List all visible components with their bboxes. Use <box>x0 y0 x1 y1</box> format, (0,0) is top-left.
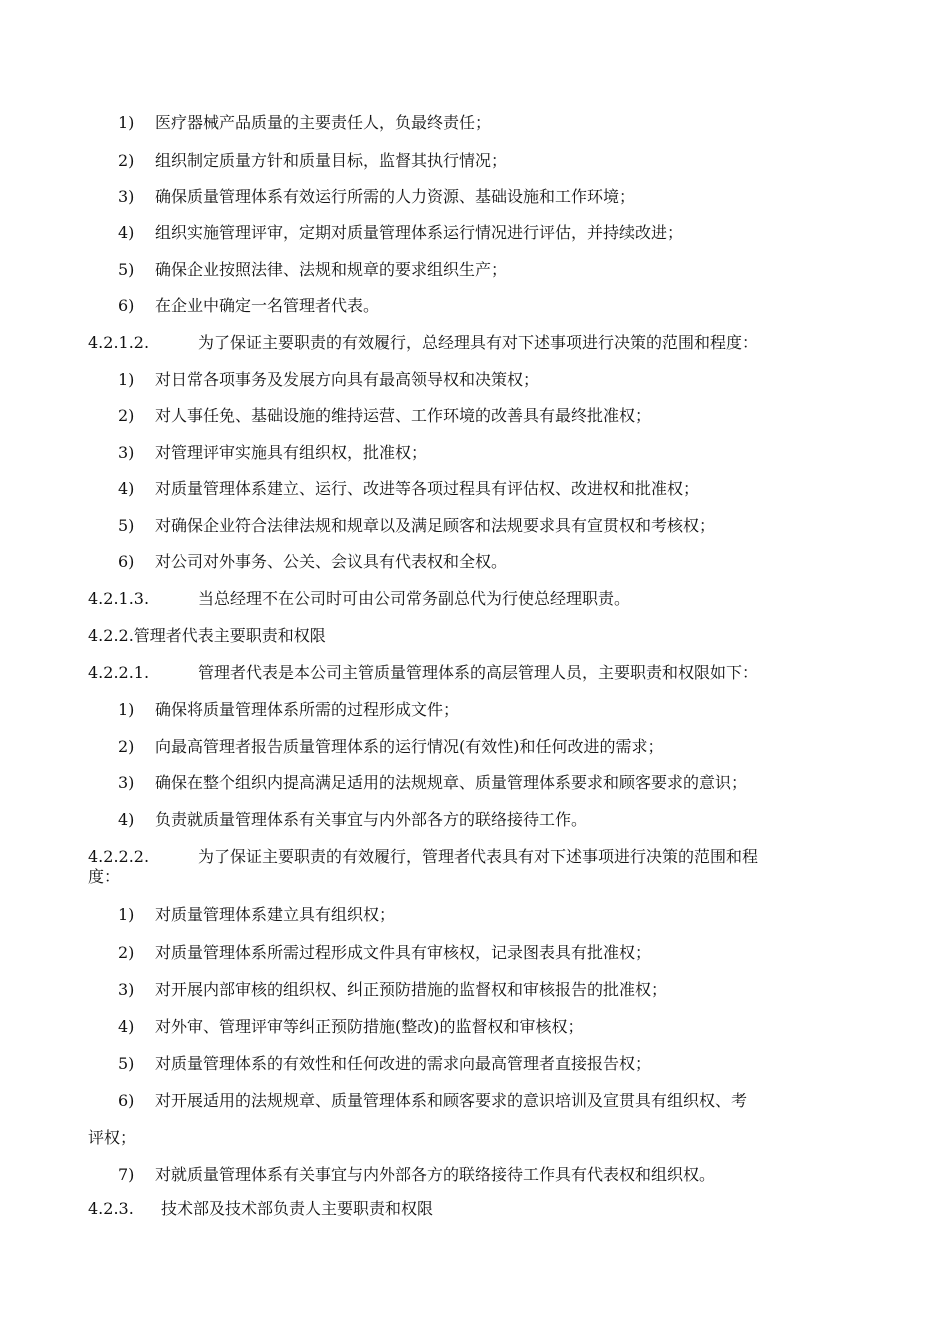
item-number: 6) <box>118 552 135 571</box>
item-number: 4) <box>118 479 135 498</box>
item-text: 对质量管理体系所需过程形成文件具有审核权，记录图表具有批准权； <box>155 943 652 962</box>
list-item <box>118 700 459 720</box>
item-number: 1) <box>118 113 135 132</box>
item-text: 在企业中确定一名管理者代表。 <box>155 296 380 315</box>
section-paragraph <box>88 847 758 867</box>
item-text: 对开展内部审核的组织权、纠正预防措施的监督权和审核报告的批准权； <box>155 980 668 999</box>
section-heading: 4.2.2.管理者代表主要职责和权限 <box>88 626 326 645</box>
section-paragraph <box>88 589 630 609</box>
section-text-continued: 度： <box>88 867 121 886</box>
item-number: 6) <box>118 296 135 315</box>
section-number: 4.2.2.1. <box>88 663 150 682</box>
item-number: 5) <box>118 1054 135 1073</box>
item-number: 1) <box>118 370 135 389</box>
item-text: 医疗器械产品质量的主要责任人，负最终责任； <box>155 113 492 132</box>
list-item <box>118 1165 715 1185</box>
section-text: 为了保证主要职责的有效履行，管理者代表具有对下述事项进行决策的范围和程 <box>198 847 759 866</box>
section-paragraph <box>88 1199 433 1219</box>
item-number: 1) <box>118 905 135 924</box>
section-text: 为了保证主要职责的有效履行，总经理具有对下述事项进行决策的范围和程度： <box>198 333 759 352</box>
item-text: 确保将质量管理体系所需的过程形成文件； <box>155 700 460 719</box>
section-number: 4.2.1.2. <box>88 333 150 352</box>
item-text: 对日常各项事务及发展方向具有最高领导权和决策权； <box>155 370 540 389</box>
section-text: 技术部及技术部负责人主要职责和权限 <box>161 1199 434 1218</box>
list-item <box>118 1091 747 1111</box>
list-item <box>118 296 379 316</box>
list-item <box>118 151 507 171</box>
section-text: 管理者代表是本公司主管质量管理体系的高层管理人员，主要职责和权限如下： <box>198 663 759 682</box>
item-text-continued: 评权； <box>88 1128 137 1147</box>
item-number: 4) <box>118 1017 135 1036</box>
list-item <box>118 552 507 572</box>
list-item <box>118 370 539 390</box>
list-item <box>118 943 651 963</box>
item-text: 确保质量管理体系有效运行所需的人力资源、基础设施和工作环境； <box>155 187 636 206</box>
list-item <box>118 1054 651 1074</box>
list-item <box>118 905 395 925</box>
item-number: 3) <box>118 443 135 462</box>
item-text: 组织制定质量方针和质量目标，监督其执行情况； <box>155 151 508 170</box>
item-number: 2) <box>118 943 135 962</box>
list-item <box>118 406 651 426</box>
list-item <box>118 737 664 757</box>
list-item <box>118 773 747 793</box>
item-text: 确保企业按照法律、法规和规章的要求组织生产； <box>155 260 508 279</box>
list-item <box>118 187 635 207</box>
item-number: 5) <box>118 516 135 535</box>
item-text: 负责就质量管理体系有关事宜与内外部各方的联络接待工作。 <box>155 810 588 829</box>
list-item <box>118 1017 584 1037</box>
item-number: 3) <box>118 980 135 999</box>
section-number: 4.2.2.2. <box>88 847 150 866</box>
item-text: 对质量管理体系的有效性和任何改进的需求向最高管理者直接报告权； <box>155 1054 652 1073</box>
list-item <box>118 980 667 1000</box>
section-number: 4.2.3. <box>88 1199 134 1218</box>
list-item <box>118 443 427 463</box>
item-text: 对外审、管理评审等纠正预防措施(整改)的监督权和审核权； <box>155 1017 584 1036</box>
item-number: 2) <box>118 406 135 425</box>
item-text: 对就质量管理体系有关事宜与内外部各方的联络接待工作具有代表权和组织权。 <box>155 1165 716 1184</box>
list-item <box>118 113 491 133</box>
item-number: 2) <box>118 737 135 756</box>
item-text: 确保在整个组织内提高满足适用的法规规章、质量管理体系要求和顾客要求的意识； <box>155 773 748 792</box>
item-text: 对质量管理体系建立具有组织权； <box>155 905 396 924</box>
item-text: 对开展适用的法规规章、质量管理体系和顾客要求的意识培训及宣贯具有组织权、考 <box>155 1091 748 1110</box>
list-item <box>118 810 587 830</box>
section-text: 当总经理不在公司时可由公司常务副总代为行使总经理职责。 <box>198 589 631 608</box>
item-number: 6) <box>118 1091 135 1110</box>
list-item <box>118 223 683 243</box>
list-item <box>118 260 507 280</box>
item-number: 4) <box>118 810 135 829</box>
list-item <box>118 516 715 536</box>
item-number: 3) <box>118 773 135 792</box>
item-text: 对管理评审实施具有组织权，批准权； <box>155 443 428 462</box>
list-item <box>118 479 699 499</box>
item-text: 对人事任免、基础设施的维持运营、工作环境的改善具有最终批准权； <box>155 406 652 425</box>
item-number: 7) <box>118 1165 135 1184</box>
item-number: 3) <box>118 187 135 206</box>
item-text: 对公司对外事务、公关、会议具有代表权和全权。 <box>155 552 508 571</box>
item-number: 1) <box>118 700 135 719</box>
item-text: 对质量管理体系建立、运行、改进等各项过程具有评估权、改进权和批准权； <box>155 479 700 498</box>
item-number: 5) <box>118 260 135 279</box>
section-number: 4.2.1.3. <box>88 589 150 608</box>
item-text: 向最高管理者报告质量管理体系的运行情况(有效性)和任何改进的需求； <box>155 737 664 756</box>
section-paragraph <box>88 333 758 353</box>
item-text: 组织实施管理评审，定期对质量管理体系运行情况进行评估，并持续改进； <box>155 223 684 242</box>
item-number: 4) <box>118 223 135 242</box>
item-text: 对确保企业符合法律法规和规章以及满足顾客和法规要求具有宣贯权和考核权； <box>155 516 716 535</box>
item-number: 2) <box>118 151 135 170</box>
section-paragraph <box>88 663 758 683</box>
